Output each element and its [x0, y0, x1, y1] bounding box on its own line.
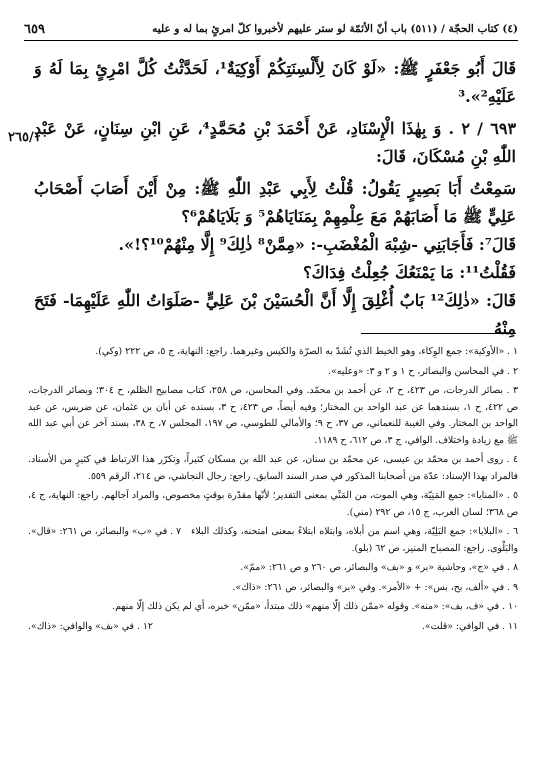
footnote-row-11-12	[28, 619, 518, 636]
footnote-12: ١٢ . في «بف» والوافي: «ذاك».	[28, 620, 153, 632]
hadith-2-followup: فَقُلْتُ¹¹: مَا يَمْنَعُكَ جُعِلْتُ فِدَاكَ؟	[303, 263, 516, 282]
footnote-6: ٦ . «البلايا»: جمع البَلِيّة، وهي اسم من أبلاه، وابتلاه ابتلاءً بمعنى امتحنه، وكذلك البلاء والبَلْوى. راجع: المصباح المنير، ص ٦٢ (بلو).	[191, 526, 518, 554]
hadith-2-reply: قَالَ: «ذٰلِكَ¹² بَابٌ أُغْلِقَ إِلَّا أَنَّ الْحُسَيْنَ بْنَ عَلِيٍّ -صَلَوَاتُ اللّٰهِ عَلَيْهِمَا- فَتَحَ مِنْهُ	[34, 291, 517, 338]
hadith-2-isnad: ٦٩٣ / ٢ . وَ بِهٰذَا الْإِسْنَادِ، عَنْ أَحْمَدَ بْنِ مُحَمَّدٍ⁴، عَنِ ابْنِ سِنَانٍ، عَنْ عَبْدِ اللّٰهِ بْنِ مُسْكَانَ، قَالَ:	[34, 119, 517, 166]
main-text	[34, 55, 516, 343]
hadith-2-question: سَمِعْتُ أَبَا بَصِيرٍ يَقُولُ: قُلْتُ لِأَبِي عَبْدِ اللّٰهِ ﷺ: مِنْ أَيْنَ أَصَابَ أَصْحَابُ عَلِيٍّ ﷺ مَا أَصَابَهُمْ مَعَ عِلْمِهِمْ بِمَنَايَاهُمْ⁵ وَ بَلَايَاهُمْ⁶؟	[34, 179, 516, 226]
footnote-9: ٩ . في «ألف، بح، بس»: + «الأمر». وفي «بر» والبصائر، ص ٢٦١: «ذاك».	[232, 581, 518, 593]
margin-reference: ٢٦٥/١	[8, 130, 41, 145]
footnote-7: ٧ . في «ب» والبصائر، ص ٢٦١: «قال».	[28, 526, 182, 537]
running-title: (٤) كتاب الحجّة / (٥١١) باب أنّ الأئمّة لو ستر عليهم لأخبروا كلّ امرئٍ بما له و عليه	[152, 23, 518, 35]
page-header	[24, 18, 518, 41]
footnote-8: ٨ . في «ج»، وحاشية «بر» و «بف» والبصائر، ص ٢٦٠ و ص ٢٦١: «ممّ».	[240, 562, 518, 573]
footnote-3: ٣ . بصائر الدرجات، ص ٤٢٣، ح ٢، عن أحمد بن محمّد. وفي المحاسن، ص ٢٥٨، كتاب مصابيح الظلم، ح ٣٠٤؛ وبصائر الدرجات، ص ٤٢٢، ح ١، بسندهما عن عبد الواحد بن المختار؛ وفيه أيضاً، ص ٤٢٣، ح ٣، بسنده عن أبان بن عثمان، عن ضريس، عن عبد الواحد بن المختار. وفي الغيبة للنعماني، ص ٣٧، ح ٩؛ والأمالي للطوسي، ص ١٩٧، المجلس ٧، ح ٣٨، بسند آخر عن أبي عبد الله ﷺ مع زيادة واختلاف. الوافي، ج ٣، ص ٦١٢، ح ١١٨٩.	[28, 385, 518, 446]
hadith-1-quote: قَالَ أَبُو جَعْفَرٍ ﷺ: «لَوْ كَانَ لِأَلْسِنَتِكُمْ أَوْكِيَةٌ¹، لَحَدَّثْتُ كُلَّ امْرِئٍ بِمَا لَهُ وَ عَلَيْهِ²».³	[34, 59, 517, 106]
footnotes	[28, 344, 518, 638]
footnote-10: ١٠ . في «ف، بف»: «منه». وقوله «ممّن ذلك إلّا منهم» ذلك مبتدأ، «ممّن» خبره، أي لم يكن ذلك إلّا منهم.	[112, 601, 518, 612]
footnote-11: ١١ . في الوافي: «قلت».	[421, 620, 518, 632]
page-number: ٦٥٩	[24, 21, 45, 37]
footnote-separator	[361, 333, 516, 334]
footnote-1: ١ . «الأوكية»: جمع الوِكاء، وهو الخيط الذي تُشَدّ به الصرّة والكيس وغيرهما. راجع: النهاية، ج ٥، ص ٢٢٢ (وكي).	[95, 346, 518, 357]
footnote-2: ٢ . في المحاسن والبصائر، ح ١ و ٢ و ٣: «وعليه».	[328, 365, 518, 377]
footnote-5: ٥ . «المنايا»: جمع المَنِيّة، وهي الموت، من المَنْي بمعنى التقدير؛ لأنّها مقدّرة بوقتٍ مخصوص، والمراد آجالهم. راجع: النهاية، ج ٤، ص ٣٦٨؛ لسان العرب، ج ١٥، ص ٢٩٢ (مني).	[28, 490, 518, 518]
footnote-row-6-7	[28, 524, 518, 557]
footnote-4: ٤ . روى أحمد بن محمّد بن عيسى، عن محمّد بن سنان، عن عبد الله بن مسكان كثيراً، وتكرّر هذا الارتباط في كثيرٍ من الأسناد. فالمراد بهذا الإسناد: عدّة من أصحابنا المذكور في صدر السند السابق. راجع: رجال النجاشي، ص ٢١٤، الرقم ٥٥٩.	[28, 454, 518, 482]
hadith-2-answer: قَالَ⁷: فَأَجَابَنِي -شِبْهَ الْمُغْضَبِ-: «مِمَّنْ⁸ ذٰلِكَ⁹ إِلَّا مِنْهُمْ¹⁰؟!».	[118, 235, 516, 254]
